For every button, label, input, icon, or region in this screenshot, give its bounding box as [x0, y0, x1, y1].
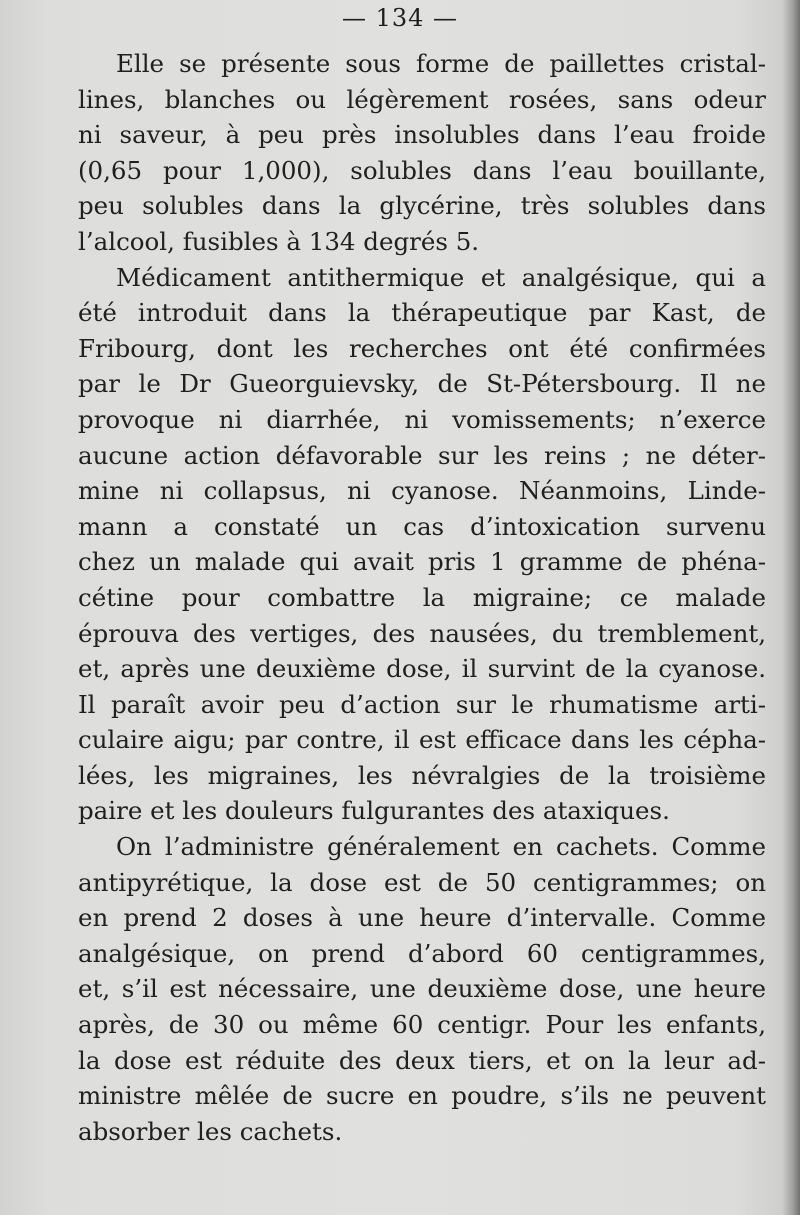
page-number: — 134 — [341, 4, 459, 32]
paragraph-3 [78, 829, 766, 1149]
text-line: la dose est réduite des deux tiers, et on la leur ad- [78, 1045, 766, 1075]
text-line: Fribourg, dont les recherches ont été confirmées [78, 333, 766, 363]
text-line: ministre mêlée de sucre en poudre, s’ils ne peuvent [78, 1081, 766, 1111]
text-line: (0,65 pour 1,000), solubles dans l’eau bouillante, [78, 155, 766, 185]
text-line: paire et les douleurs fulgurantes des ataxiques. [78, 796, 670, 826]
text-line: mann a constaté un cas d’intoxication survenu [78, 511, 766, 541]
text-line: peu solubles dans la glycérine, très solubles dans [78, 191, 766, 221]
text-line: On l’administre généralement en cachets. Comme [116, 832, 766, 862]
text-line: Il paraît avoir peu d’action sur le rhumatisme arti- [78, 689, 766, 719]
paragraph-1 [78, 46, 766, 260]
text-line: lées, les migraines, les névralgies de la troisième [78, 760, 766, 790]
text-line: analgésique, on prend d’abord 60 centigrammes, [78, 938, 766, 968]
paragraph-2 [78, 260, 766, 830]
text-line: antipyrétique, la dose est de 50 centigrammes; on [78, 867, 766, 897]
text-line: aucune action défavorable sur les reins ; ne déter- [78, 440, 766, 470]
text-line: Elle se présente sous forme de paillettes cristal- [116, 49, 766, 78]
text-line: et, après une deuxième dose, il survint de la cyanose. [78, 654, 766, 684]
text-line: et, s’il est nécessaire, une deuxième dose, une heure [78, 974, 766, 1004]
text-line: mine ni collapsus, ni cyanose. Néanmoins, Linde- [78, 476, 766, 506]
text-line: l’alcool, fusibles à 134 degrés 5. [78, 226, 480, 256]
text-line: Médicament antithermique et analgésique, qui a [116, 262, 766, 292]
text-line: chez un malade qui avait pris 1 gramme de phéna- [78, 547, 766, 577]
page-spine-shadow [782, 0, 800, 1215]
text-line: provoque ni diarrhée, ni vomissements; n’exerce [78, 404, 766, 434]
text-line: cétine pour combattre la migraine; ce malade [78, 582, 766, 612]
text-line: absorber les cachets. [78, 1116, 343, 1146]
text-line: par le Dr Gueorguievsky, de St-Pétersbourg. Il ne [78, 369, 766, 399]
text-line: été introduit dans la thérapeutique par Kast, de [78, 298, 766, 328]
text-line: culaire aigu; par contre, il est efficace dans les cépha- [78, 725, 766, 755]
body-text [78, 46, 766, 1149]
text-line: lines, blanches ou légèrement rosées, sans odeur [78, 84, 766, 114]
text-line: après, de 30 ou même 60 centigr. Pour les enfants, [78, 1010, 766, 1040]
text-line: ni saveur, à peu près insolubles dans l’eau froide [78, 120, 766, 150]
text-line: éprouva des vertiges, des nausées, du tremblement, [78, 618, 766, 648]
text-line: en prend 2 doses à une heure d’intervalle. Comme [78, 903, 766, 933]
